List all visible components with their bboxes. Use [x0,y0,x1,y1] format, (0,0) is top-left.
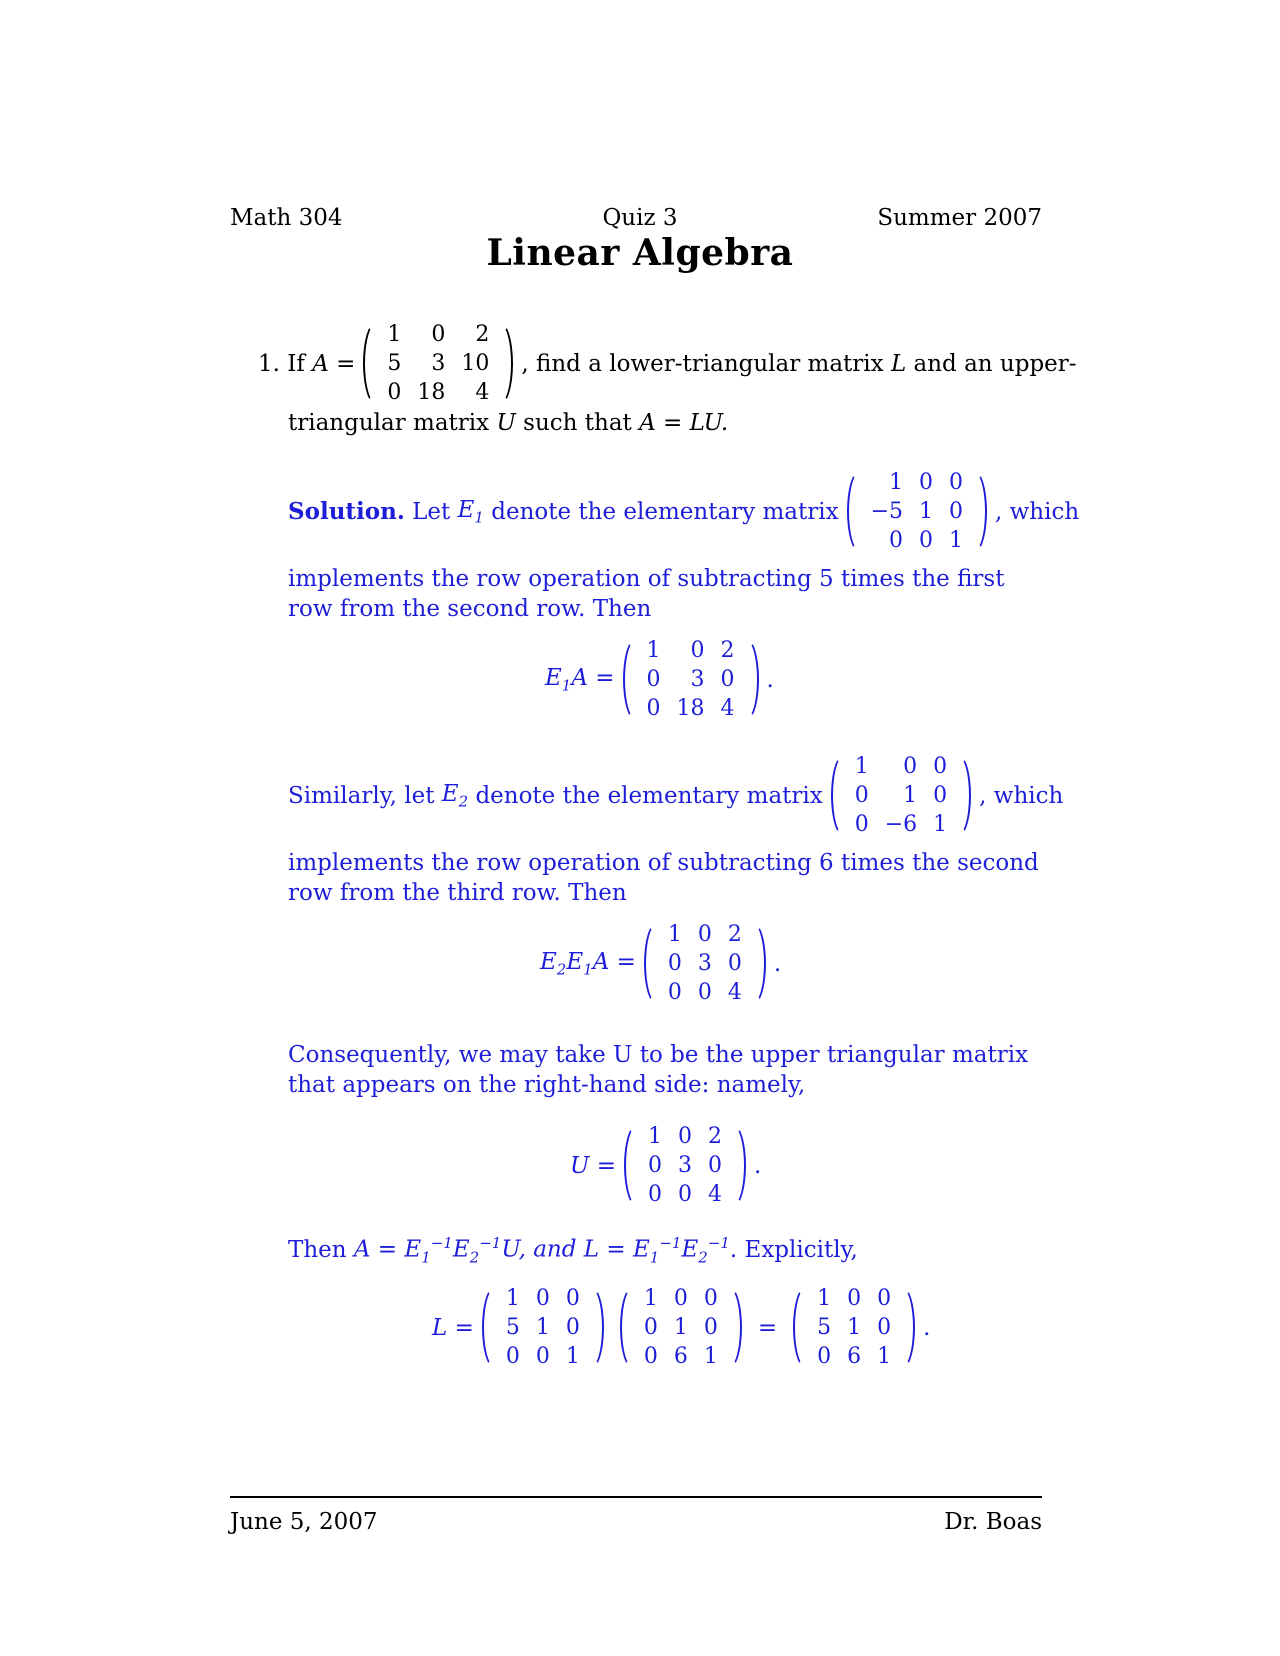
matrix-cell: 1 [903,783,918,808]
matrix-cell: 2 [707,1124,722,1149]
which-text-2: , which [979,782,1064,809]
matrix-cell: 1 [889,470,903,495]
matrix-cell: 0 [646,667,661,692]
matrix-cell: 0 [387,380,402,405]
equals-sign-l: = [757,1314,778,1341]
matrix-u [622,1122,748,1209]
matrix-cell: 6 [847,1344,862,1369]
matrix-cell: 3 [690,667,705,692]
problem-text-4: such that [523,410,632,436]
matrix-cell: 1 [643,1286,658,1311]
equals-sign: = [336,350,356,377]
var-e1: $E_1$ [457,496,484,527]
right-paren [747,636,761,723]
equation-e2e1a [540,920,781,1007]
matrix-cell: 0 [727,951,742,976]
matrix-cell: 0 [949,470,963,495]
matrix-l-factor-1 [480,1284,606,1371]
matrix-cell: 1 [565,1344,580,1369]
quiz-label: Quiz 3 [602,205,678,231]
matrix-a [361,320,515,407]
matrix-cell: 1 [505,1286,520,1311]
right-paren [903,1284,917,1371]
problem-text-3: triangular matrix [288,410,490,436]
matrix-cell: 1 [847,1315,862,1340]
matrix-cell: 0 [889,528,903,553]
matrix-cell: 1 [877,1344,892,1369]
l-decomposition: $L = E_1^{-1}E_2^{-1}$ [583,1234,730,1267]
left-paren [642,920,656,1007]
solution-line-e2 [288,752,1063,839]
matrix-cell: 0 [667,980,682,1005]
right-paren [959,752,973,839]
matrix-cell: 0 [847,1286,862,1311]
matrix-cell: 6 [673,1344,688,1369]
solution-paragraph-1: implements the row operation of subtracting 5 times the first row from the second row. Then [288,566,1005,622]
problem-statement-line1 [258,320,1077,407]
problem-statement-line2 [288,410,728,436]
page-title: Linear Algebra [486,232,794,274]
l-lhs: L = [432,1314,474,1341]
matrix-cell: 0 [854,812,869,837]
left-paren [622,1122,636,1209]
left-paren [621,636,635,723]
denote-text: denote the elementary matrix [491,498,839,525]
matrix-cell: 0 [707,1153,722,1178]
matrix-cell: 0 [505,1344,520,1369]
problem-number: 1. [258,350,280,377]
similarly-text: Similarly, let [288,782,435,809]
left-paren [791,1284,805,1371]
problem-text-2: and an upper- [913,350,1077,377]
term-label: Summer 2007 [877,205,1042,231]
right-paren [734,1122,748,1209]
matrix-cell: 1 [919,499,933,524]
then-text: Then [288,1237,347,1264]
period: . [766,666,774,693]
matrix-cell: 3 [431,351,446,376]
var-l: L [890,350,907,377]
right-paren [730,1284,744,1371]
left-paren [829,752,843,839]
matrix-e2e1a [642,920,768,1007]
matrix-cell: 0 [877,1315,892,1340]
matrix-cell: 0 [919,470,933,495]
matrix-cell: 0 [673,1286,688,1311]
right-paren [592,1284,606,1371]
matrix-cell: 3 [697,951,712,976]
matrix-cell: 0 [703,1286,718,1311]
matrix-cell: 3 [677,1153,692,1178]
matrix-cell: 0 [431,322,446,347]
e2e1a-lhs: $E_2E_1A$ = [540,948,636,979]
matrix-cell: 0 [697,922,712,947]
left-paren [845,468,859,555]
matrix-cell: 0 [643,1315,658,1340]
matrix-cell: 0 [919,528,933,553]
matrix-cell: 0 [903,754,918,779]
matrix-cell: 1 [667,922,682,947]
footer-author: Dr. Boas [944,1509,1042,1535]
left-paren [618,1284,632,1371]
equation-l [432,1284,930,1371]
matrix-cell: 0 [535,1344,550,1369]
var-a: A [312,350,329,377]
matrix-cell: 4 [720,696,735,721]
var-u: U [496,410,516,436]
matrix-cell: 0 [535,1286,550,1311]
denote-text-2: denote the elementary matrix [475,782,823,809]
which-text: , which [995,498,1080,525]
left-paren [361,320,375,407]
matrix-cell: 0 [646,696,661,721]
right-paren [501,320,515,407]
matrix-cell: −5 [870,499,903,524]
solution-paragraph-3: Consequently, we may take U to be the upper triangular matrix that appears on the right-hand side: namely, [288,1042,1029,1098]
matrix-cell: 0 [565,1286,580,1311]
matrix-cell: 0 [933,783,948,808]
matrix-cell: 1 [817,1286,832,1311]
matrix-cell: 2 [720,638,735,663]
if-text: If [287,350,305,377]
matrix-cell: 0 [877,1286,892,1311]
explicitly-text: . Explicitly, [729,1237,858,1264]
matrix-cell: 0 [949,499,963,524]
matrix-cell: 1 [387,322,402,347]
matrix-cell: 1 [646,638,661,663]
matrix-e1 [845,468,989,555]
matrix-cell: 0 [647,1153,662,1178]
matrix-cell: 0 [933,754,948,779]
equation-u [570,1122,761,1209]
matrix-cell: 2 [475,322,490,347]
matrix-cell: 1 [949,528,963,553]
matrix-cell: 1 [854,754,869,779]
a-decomposition: $A = E_1^{-1}E_2^{-1}U$, and [353,1234,577,1267]
matrix-cell: 18 [676,696,705,721]
solution-label: Solution. [288,498,405,525]
matrix-e2 [829,752,973,839]
matrix-cell: 4 [727,980,742,1005]
matrix-cell: 10 [461,351,490,376]
matrix-cell: 4 [475,380,490,405]
a-equals-lu: A = LU. [639,410,729,436]
period-2: . [773,950,782,977]
matrix-cell: 0 [677,1124,692,1149]
matrix-cell: 18 [417,380,446,405]
matrix-cell: 0 [817,1344,832,1369]
right-paren [754,920,768,1007]
period-4: . [923,1314,931,1341]
solution-paragraph-2: implements the row operation of subtracting 6 times the second row from the third row. Then [288,850,1039,906]
e1a-lhs: $E_1A$ = [545,664,615,695]
matrix-cell: 0 [677,1182,692,1207]
matrix-cell: 0 [667,951,682,976]
matrix-e1a [621,636,761,723]
matrix-cell: 1 [647,1124,662,1149]
solution-line1 [288,468,1079,555]
right-paren [975,468,989,555]
matrix-cell: 0 [854,783,869,808]
problem-text: , find a lower-triangular matrix [521,350,884,377]
matrix-cell: 1 [703,1344,718,1369]
matrix-cell: 0 [697,980,712,1005]
matrix-cell: 5 [817,1315,832,1340]
var-e2: $E_2$ [441,780,469,811]
matrix-cell: 0 [565,1315,580,1340]
matrix-cell: 5 [505,1315,520,1340]
matrix-cell: −6 [884,812,918,837]
matrix-cell: 5 [387,351,402,376]
matrix-cell: 0 [703,1315,718,1340]
matrix-cell: 1 [535,1315,550,1340]
course-name: Math 304 [230,205,343,231]
footer-date: June 5, 2007 [230,1509,378,1535]
matrix-cell: 0 [690,638,705,663]
matrix-cell: 0 [647,1182,662,1207]
then-line [288,1234,858,1266]
matrix-cell: 4 [707,1182,722,1207]
period-3: . [753,1152,762,1179]
matrix-l [791,1284,917,1371]
matrix-cell: 0 [643,1344,658,1369]
u-lhs: U = [570,1152,616,1179]
left-paren [480,1284,494,1371]
matrix-cell: 1 [933,812,948,837]
footer-divider [230,1496,1042,1498]
matrix-l-factor-2 [618,1284,744,1371]
matrix-cell: 1 [673,1315,688,1340]
matrix-cell: 2 [727,922,742,947]
equation-e1a [545,636,774,723]
matrix-cell: 0 [720,667,735,692]
let-text: Let [412,498,451,525]
